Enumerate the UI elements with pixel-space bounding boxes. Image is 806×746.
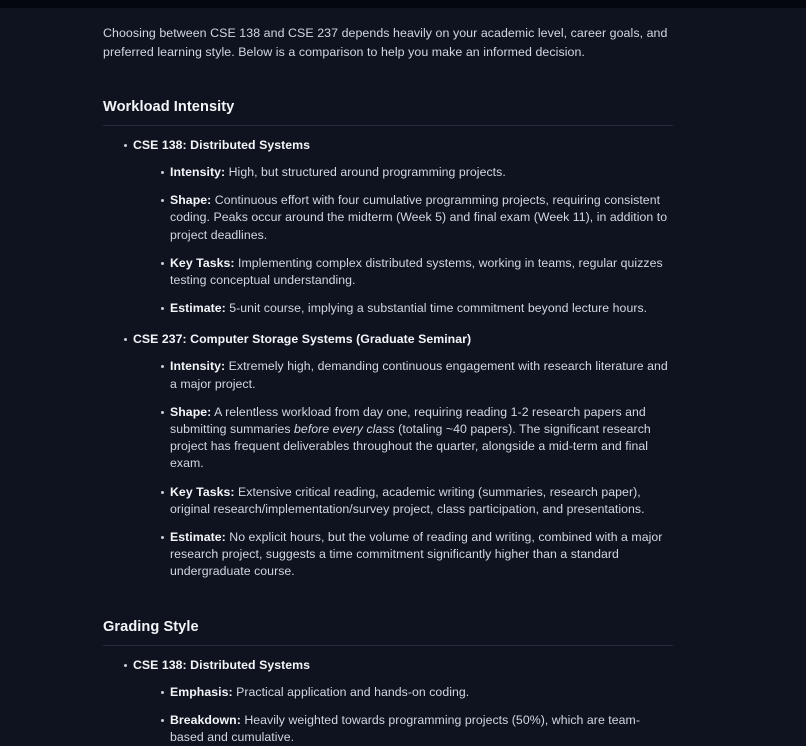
course-title: CSE 237: Computer Storage Systems (Graduate Seminar) bbox=[133, 332, 472, 347]
detail-label: Emphasis: bbox=[170, 684, 233, 699]
course-list bbox=[103, 137, 673, 581]
course-detail-list bbox=[133, 164, 673, 317]
content-column bbox=[103, 24, 673, 61]
list-item bbox=[133, 529, 673, 581]
detail-text bbox=[170, 484, 673, 518]
detail-text bbox=[170, 255, 673, 289]
list-item bbox=[133, 404, 673, 473]
detail-body: Practical application and hands-on coding. bbox=[232, 684, 470, 699]
detail-text bbox=[170, 712, 673, 746]
detail-label: Intensity: bbox=[170, 165, 226, 179]
detail-body-continued: (totaling ~40 papers). The significant research project has frequent deliverables throughout the quarter, alongside a mid-term and final exam. bbox=[170, 422, 651, 471]
detail-label: Shape: bbox=[170, 404, 212, 419]
section-heading: Workload Intensity bbox=[103, 99, 235, 115]
section-divider bbox=[103, 125, 673, 126]
article-content bbox=[0, 8, 806, 746]
detail-body: High, but structured around programming projects. bbox=[225, 165, 506, 179]
detail-text bbox=[170, 192, 673, 244]
list-item bbox=[133, 255, 673, 289]
list-item bbox=[133, 358, 673, 392]
detail-label: Estimate: bbox=[170, 301, 226, 316]
intro-paragraph: Choosing between CSE 138 and CSE 237 depends heavily on your academic level, career goals, and preferred learning style. Below is a comparison to help you make an informed decision. bbox=[103, 26, 668, 59]
section-divider bbox=[103, 645, 673, 646]
article-scroll-area[interactable] bbox=[0, 8, 806, 745]
detail-text bbox=[170, 358, 673, 392]
section-heading: Grading Style bbox=[103, 618, 199, 635]
course-list bbox=[103, 657, 673, 746]
list-item bbox=[133, 684, 673, 701]
detail-text bbox=[170, 684, 673, 701]
list-item bbox=[103, 137, 673, 317]
detail-text bbox=[170, 300, 673, 317]
detail-text bbox=[170, 404, 673, 473]
course-title: CSE 138: Distributed Systems bbox=[133, 657, 311, 672]
list-item bbox=[133, 300, 673, 317]
detail-label: Shape: bbox=[170, 193, 212, 208]
list-item bbox=[133, 484, 673, 518]
section bbox=[103, 97, 673, 581]
detail-label: Estimate: bbox=[170, 530, 226, 545]
detail-body: A relentless workload from day one, requiring reading 1-2 research papers and submitting summaries bbox=[170, 404, 646, 437]
detail-label: Key Tasks: bbox=[170, 255, 235, 270]
detail-body: No explicit hours, but the volume of reading and writing, combined with a major research project, suggests a time commitment significantly higher than a standard undergraduate course. bbox=[170, 530, 663, 579]
list-item bbox=[103, 331, 673, 580]
course-title: CSE 138: Distributed Systems bbox=[133, 138, 311, 152]
detail-body: 5-unit course, implying a substantial time commitment beyond lecture hours. bbox=[225, 301, 648, 316]
detail-label: Breakdown: bbox=[170, 712, 241, 727]
detail-body: Continuous effort with four cumulative programming projects, requiring consistent coding. Peaks occur around the midterm (Week 5) and final exam (Week 11), in addition to project deadlines. bbox=[170, 193, 668, 242]
course-detail-list bbox=[133, 684, 673, 746]
sections-container bbox=[0, 97, 806, 746]
list-item bbox=[133, 164, 673, 181]
list-item bbox=[133, 712, 673, 746]
list-item bbox=[103, 657, 673, 746]
section bbox=[103, 617, 673, 746]
emphasized-text: before every class bbox=[294, 422, 395, 437]
detail-body: Extremely high, demanding continuous engagement with research literature and a major project. bbox=[170, 359, 668, 391]
detail-text bbox=[170, 164, 673, 181]
window-top-bar bbox=[0, 0, 806, 8]
detail-text bbox=[170, 529, 673, 581]
detail-label: Intensity: bbox=[170, 359, 226, 374]
detail-body: Extensive critical reading, academic writing (summaries, research paper), original research/implementation/survey project, class participation, and presentations. bbox=[170, 484, 645, 516]
detail-label: Key Tasks: bbox=[170, 484, 235, 499]
detail-body: Heavily weighted towards programming projects (50%), which are team-based and cumulative. bbox=[170, 712, 640, 745]
detail-body: Implementing complex distributed systems, working in teams, regular quizzes testing conceptual understanding. bbox=[170, 255, 663, 288]
course-detail-list bbox=[133, 358, 673, 580]
list-item bbox=[133, 192, 673, 244]
